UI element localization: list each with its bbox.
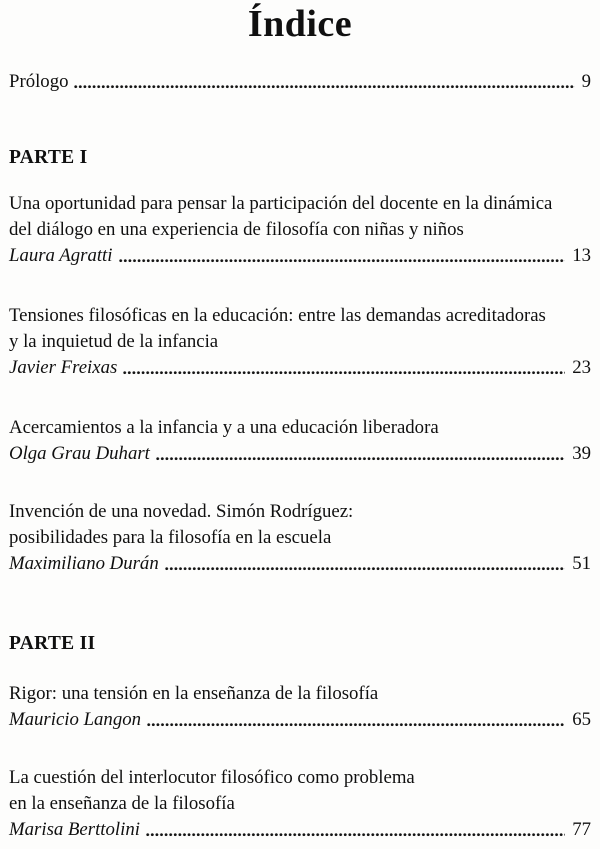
entry-title-line: Acercamientos a la infancia y a una educación liberadora: [9, 417, 439, 438]
entry-author: Maximiliano Durán: [9, 553, 159, 574]
author-page-row: [9, 707, 591, 733]
part-heading-2: PARTE II: [9, 633, 96, 654]
entry-author: Mauricio Langon: [9, 709, 141, 730]
toc-entry: [9, 191, 591, 269]
page-number: 51: [572, 553, 591, 574]
entry-title-line: y la inquietud de la infancia: [9, 331, 219, 352]
entry-label: Prólogo: [9, 71, 69, 92]
page-number: 39: [572, 443, 591, 464]
toc-entry-prologo: [9, 69, 591, 95]
dot-leader: [165, 551, 566, 577]
entry-title-line: posibilidades para la filosofía en la escuela: [9, 527, 332, 548]
author-page-row: [9, 441, 591, 467]
dot-leader: [156, 441, 565, 467]
toc-entry: [9, 499, 591, 577]
entry-title-line: en la enseñanza de la filosofía: [9, 793, 235, 814]
author-page-row: [9, 355, 591, 381]
entry-title-line: Rigor: una tensión en la enseñanza de la filosofía: [9, 683, 379, 704]
author-page-row: [9, 243, 591, 269]
page-number: 23: [572, 357, 591, 378]
dot-leader: [119, 243, 566, 269]
entry-author: Javier Freixas: [9, 357, 118, 378]
toc-entry: [9, 681, 591, 733]
entry-author: Laura Agratti: [9, 245, 113, 266]
author-page-row: [9, 817, 591, 843]
entry-title-line: del diálogo en una experiencia de filosofía con niñas y niños: [9, 219, 464, 240]
entry-title-line: Una oportunidad para pensar la participación del docente en la dinámica: [9, 193, 553, 214]
entry-author: Olga Grau Duhart: [9, 443, 150, 464]
dot-leader: [74, 69, 574, 95]
entry-title-line: Tensiones filosóficas en la educación: entre las demandas acreditadoras: [9, 305, 546, 326]
toc-entry: [9, 303, 591, 381]
page-number: 65: [572, 709, 591, 730]
dot-leader: [147, 707, 565, 733]
toc-entry: [9, 415, 591, 467]
entry-title-line: La cuestión del interlocutor filosófico como problema: [9, 767, 415, 788]
entry-author: Marisa Berttolini: [9, 819, 140, 840]
author-page-row: [9, 551, 591, 577]
page-number: 13: [572, 245, 591, 266]
page-number: 9: [581, 71, 591, 92]
entry-title-line: Invención de una novedad. Simón Rodríguez:: [9, 501, 354, 522]
dot-leader: [146, 817, 565, 843]
page-number: 77: [572, 819, 591, 840]
page-title: Índice: [247, 3, 353, 45]
part-heading-1: PARTE I: [9, 147, 88, 168]
toc-entry: [9, 765, 591, 843]
dot-leader: [123, 355, 565, 381]
